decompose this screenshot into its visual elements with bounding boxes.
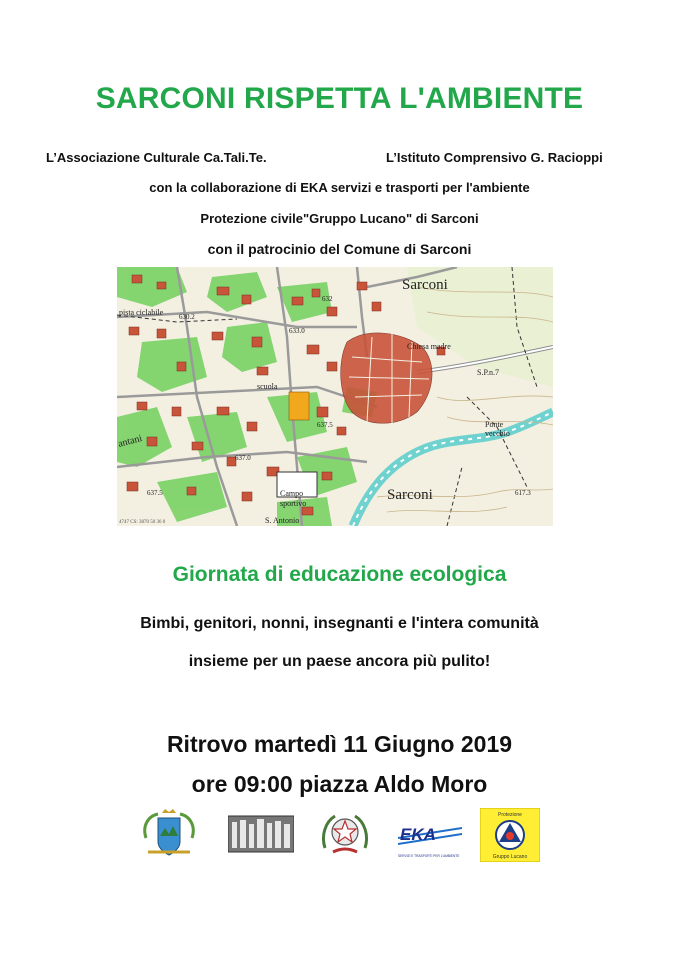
map-label-sarconi-bottom: Sarconi bbox=[387, 487, 433, 503]
map-elev-6302: 630.2 bbox=[179, 313, 195, 321]
organizer-istituto: L’Istituto Comprensivo G. Racioppi bbox=[386, 150, 603, 165]
collaboration-line: con la collaborazione di EKA servizi e trasporti per l'ambiente bbox=[149, 180, 530, 195]
map-elev-633: 633.0 bbox=[289, 327, 305, 335]
map-elev-6370: 637.0 bbox=[235, 454, 251, 462]
map-label-antani: antani bbox=[117, 432, 144, 450]
repubblica-italiana-emblem bbox=[319, 808, 371, 860]
map-label-sportivo: sportivo bbox=[280, 499, 307, 508]
description-line-1: Bimbi, genitori, nonni, insegnanti e l'intera comunità bbox=[140, 615, 539, 632]
map-elev-6375b: 637.5 bbox=[147, 489, 163, 497]
map-label-chiesa: Chiesa madre bbox=[407, 342, 451, 351]
map-label-sarconi-top: Sarconi bbox=[402, 277, 448, 293]
map-label-sp: S.P.n.7 bbox=[477, 368, 500, 377]
eka-logo bbox=[398, 808, 462, 860]
map-label-scuola: scuola bbox=[257, 382, 278, 391]
protezione-civile-logo bbox=[480, 808, 540, 862]
map-label-campo: Campo bbox=[280, 489, 304, 498]
map-elev-632: 632 bbox=[322, 295, 333, 303]
map-elev-6375a: 637.5 bbox=[317, 421, 333, 429]
map-label-santantonio: S. Antonio bbox=[265, 516, 300, 525]
description-line-2: insieme per un paese ancora più pulito! bbox=[188, 653, 491, 670]
town-map bbox=[117, 267, 553, 526]
event-subtitle: Giornata di educazione ecologica bbox=[172, 563, 507, 586]
catalite-association-logo bbox=[228, 808, 294, 860]
map-label-vecchio: vecchio bbox=[485, 429, 510, 438]
eka-logo-text: EKA bbox=[400, 825, 436, 844]
patrocinio-line: con il patrocinio del Comune di Sarconi bbox=[207, 241, 472, 257]
page-title: SARCONI RISPETTA L'AMBIENTE bbox=[95, 82, 584, 115]
map-elev-6173: 617.3 bbox=[515, 489, 531, 497]
comune-sarconi-logo bbox=[138, 808, 200, 860]
map-scale-text: 4747 CS: 3870 50 36 0 bbox=[119, 520, 166, 525]
pc-logo-bottom-text: Gruppo Lucano bbox=[492, 854, 528, 860]
map-label-pista: pista ciclabile bbox=[119, 308, 164, 317]
meeting-time-place: ore 09:00 piazza Aldo Moro bbox=[191, 771, 488, 797]
protezione-civile-line: Protezione civile"Gruppo Lucano" di Sarconi bbox=[200, 211, 479, 226]
meeting-date: Ritrovo martedì 11 Giugno 2019 bbox=[166, 731, 513, 757]
eka-logo-subtitle: SERVIZI E TRASPORTI PER L'AMBIENTE bbox=[398, 854, 460, 858]
pc-logo-top-text: Protezione bbox=[498, 812, 522, 818]
organizer-associazione: L’Associazione Culturale Ca.Tali.Te. bbox=[46, 150, 267, 165]
map-label-ponte: Ponte bbox=[485, 420, 504, 429]
